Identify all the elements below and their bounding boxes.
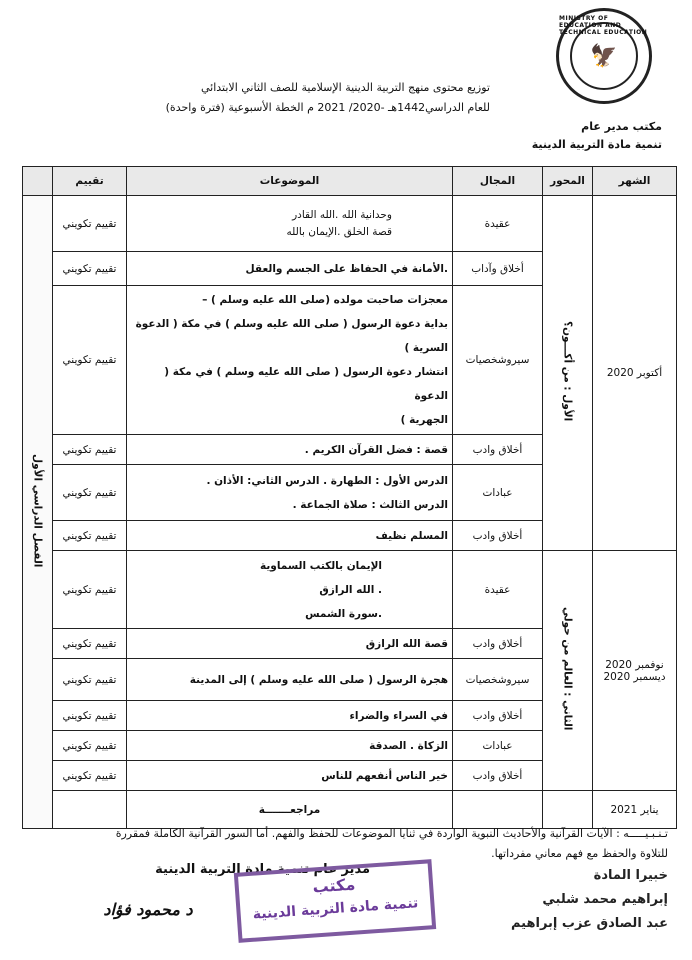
field-cell: أخلاق وادب bbox=[453, 701, 543, 731]
expert-name-1: إبراهيم محمد شلبي bbox=[542, 892, 668, 907]
stamp-line1: مكتب bbox=[311, 874, 356, 897]
field-cell: عبادات bbox=[453, 731, 543, 761]
table-header-row bbox=[23, 167, 677, 196]
topic-cell: .الأمانة في الحفاظ على الجسم والعقل bbox=[127, 252, 453, 286]
note-line2: للتلاوة والحفظ مع فهم معاني مفرداتها. bbox=[491, 847, 668, 860]
evaluation-cell: تقييم تكويني bbox=[53, 286, 127, 435]
review-field-blank bbox=[453, 791, 543, 829]
review-eval-blank bbox=[53, 791, 127, 829]
axis-second: الثاني : العالم من حولي bbox=[543, 551, 593, 791]
header-month: الشهر bbox=[593, 167, 677, 196]
note bbox=[60, 824, 668, 864]
table-row bbox=[23, 551, 677, 629]
header-blank bbox=[23, 167, 53, 196]
field-cell: أخلاق وادب bbox=[453, 761, 543, 791]
ministry-seal bbox=[556, 8, 652, 104]
office-line1: مكتب مدير عام bbox=[581, 120, 662, 133]
month-november-december: نوفمبر 2020 ديسمبر 2020 bbox=[593, 551, 677, 791]
evaluation-cell: تقييم تكويني bbox=[53, 551, 127, 629]
office-stamp bbox=[234, 859, 436, 943]
field-cell: أخلاق وادب bbox=[453, 521, 543, 551]
semester-label: الفصل الدراسي الأول bbox=[23, 196, 53, 829]
header-topics: الموضوعات bbox=[127, 167, 453, 196]
field-cell: عقيدة bbox=[453, 196, 543, 252]
evaluation-cell: تقييم تكويني bbox=[53, 701, 127, 731]
review-row bbox=[23, 791, 677, 829]
review-cell: مراجعـــــــة bbox=[127, 791, 453, 829]
field-cell: سيروشخصيات bbox=[453, 286, 543, 435]
note-line1: تـنـبـيـــــه : الآيات القرآنية والأحاديث النبوية الواردة في ثنايا الموضوعات للحفظ والفهم. أما السور القرآنية الكاملة فمقررة bbox=[115, 827, 668, 840]
evaluation-cell: تقييم تكويني bbox=[53, 435, 127, 465]
subject-experts bbox=[416, 864, 668, 936]
topic-cell: هجرة الرسول ( صلى الله عليه وسلم ) إلى المدينة bbox=[127, 659, 453, 701]
title-line2: للعام الدراسي1442هـ -2020/ 2021 م الخطة الأسبوعية (فترة واحدة) bbox=[165, 101, 490, 114]
eagle-emblem-icon: 🦅 bbox=[570, 22, 638, 90]
evaluation-cell: تقييم تكويني bbox=[53, 521, 127, 551]
field-cell: أخلاق وادب bbox=[453, 435, 543, 465]
evaluation-cell: تقييم تكويني bbox=[53, 659, 127, 701]
field-cell: أخلاق وادب bbox=[453, 629, 543, 659]
month-october: أكتوبر 2020 bbox=[593, 196, 677, 551]
office-line2: تنمية مادة التربية الدينية bbox=[531, 138, 662, 151]
header-field: المجال bbox=[453, 167, 543, 196]
evaluation-cell: تقييم تكويني bbox=[53, 252, 127, 286]
expert-name-2: عبد الصادق عزب إبراهيم bbox=[510, 916, 668, 931]
field-cell: عبادات bbox=[453, 465, 543, 521]
topic-cell: خير الناس أنفعهم للناس bbox=[127, 761, 453, 791]
table-row bbox=[23, 196, 677, 252]
topic-cell: الزكاة . الصدقة bbox=[127, 731, 453, 761]
seal-text: MINISTRY OF EDUCATION AND TECHNICAL EDUCATION bbox=[559, 15, 648, 36]
evaluation-cell: تقييم تكويني bbox=[53, 731, 127, 761]
header-evaluation: تقييم bbox=[53, 167, 127, 196]
signature: د محمود فؤاد bbox=[103, 900, 193, 919]
review-axis-blank bbox=[543, 791, 593, 829]
evaluation-cell: تقييم تكويني bbox=[53, 196, 127, 252]
evaluation-cell: تقييم تكويني bbox=[53, 761, 127, 791]
month-january: يناير 2021 bbox=[593, 791, 677, 829]
page-title bbox=[150, 78, 490, 118]
topic-cell: الدرس الأول : الطهارة . الدرس الثاني: الأذان . الدرس الثالث : صلاة الجماعة . bbox=[127, 465, 453, 521]
evaluation-cell: تقييم تكويني bbox=[53, 629, 127, 659]
office-title bbox=[500, 118, 662, 154]
field-cell: أخلاق وآداب bbox=[453, 252, 543, 286]
topic-cell: معجزات صاحبت مولده (صلى الله عليه وسلم ) – بداية دعوة الرسول ( صلى الله عليه وسلم ) في مكة ( الدعوة السرية ) انتشار دعوة الرسول ( صلى الله عليه وسلم ) في مكة ( الدعوة الجهرية ) bbox=[127, 286, 453, 435]
curriculum-table bbox=[22, 166, 677, 829]
experts-title: خبيرا المادة bbox=[593, 868, 668, 883]
field-cell: سيروشخصيات bbox=[453, 659, 543, 701]
field-cell: عقيدة bbox=[453, 551, 543, 629]
topic-cell: قصة : فضل القرآن الكريم . bbox=[127, 435, 453, 465]
evaluation-cell: تقييم تكويني bbox=[53, 465, 127, 521]
general-manager-title: مدير عام تنمية مادة التربية الدينية bbox=[155, 862, 370, 877]
topic-cell: في السراء والضراء bbox=[127, 701, 453, 731]
topic-cell: المسلم نظيف bbox=[127, 521, 453, 551]
topic-cell: قصة الله الرازق bbox=[127, 629, 453, 659]
topic-cell: وحدانية الله .الله القادر قصة الخلق .الإيمان بالله bbox=[127, 196, 453, 252]
topic-cell: الإيمان بالكتب السماوية . الله الرازق .سورة الشمس bbox=[127, 551, 453, 629]
axis-first: الأول : من أكـــون؟ bbox=[543, 196, 593, 551]
header-axis: المحور bbox=[543, 167, 593, 196]
title-line1: توزيع محتوى منهج التربية الدينية الإسلامية للصف الثاني الابتدائي bbox=[200, 81, 490, 94]
stamp-line2: تنمية مادة التربية الدينية bbox=[252, 895, 419, 923]
